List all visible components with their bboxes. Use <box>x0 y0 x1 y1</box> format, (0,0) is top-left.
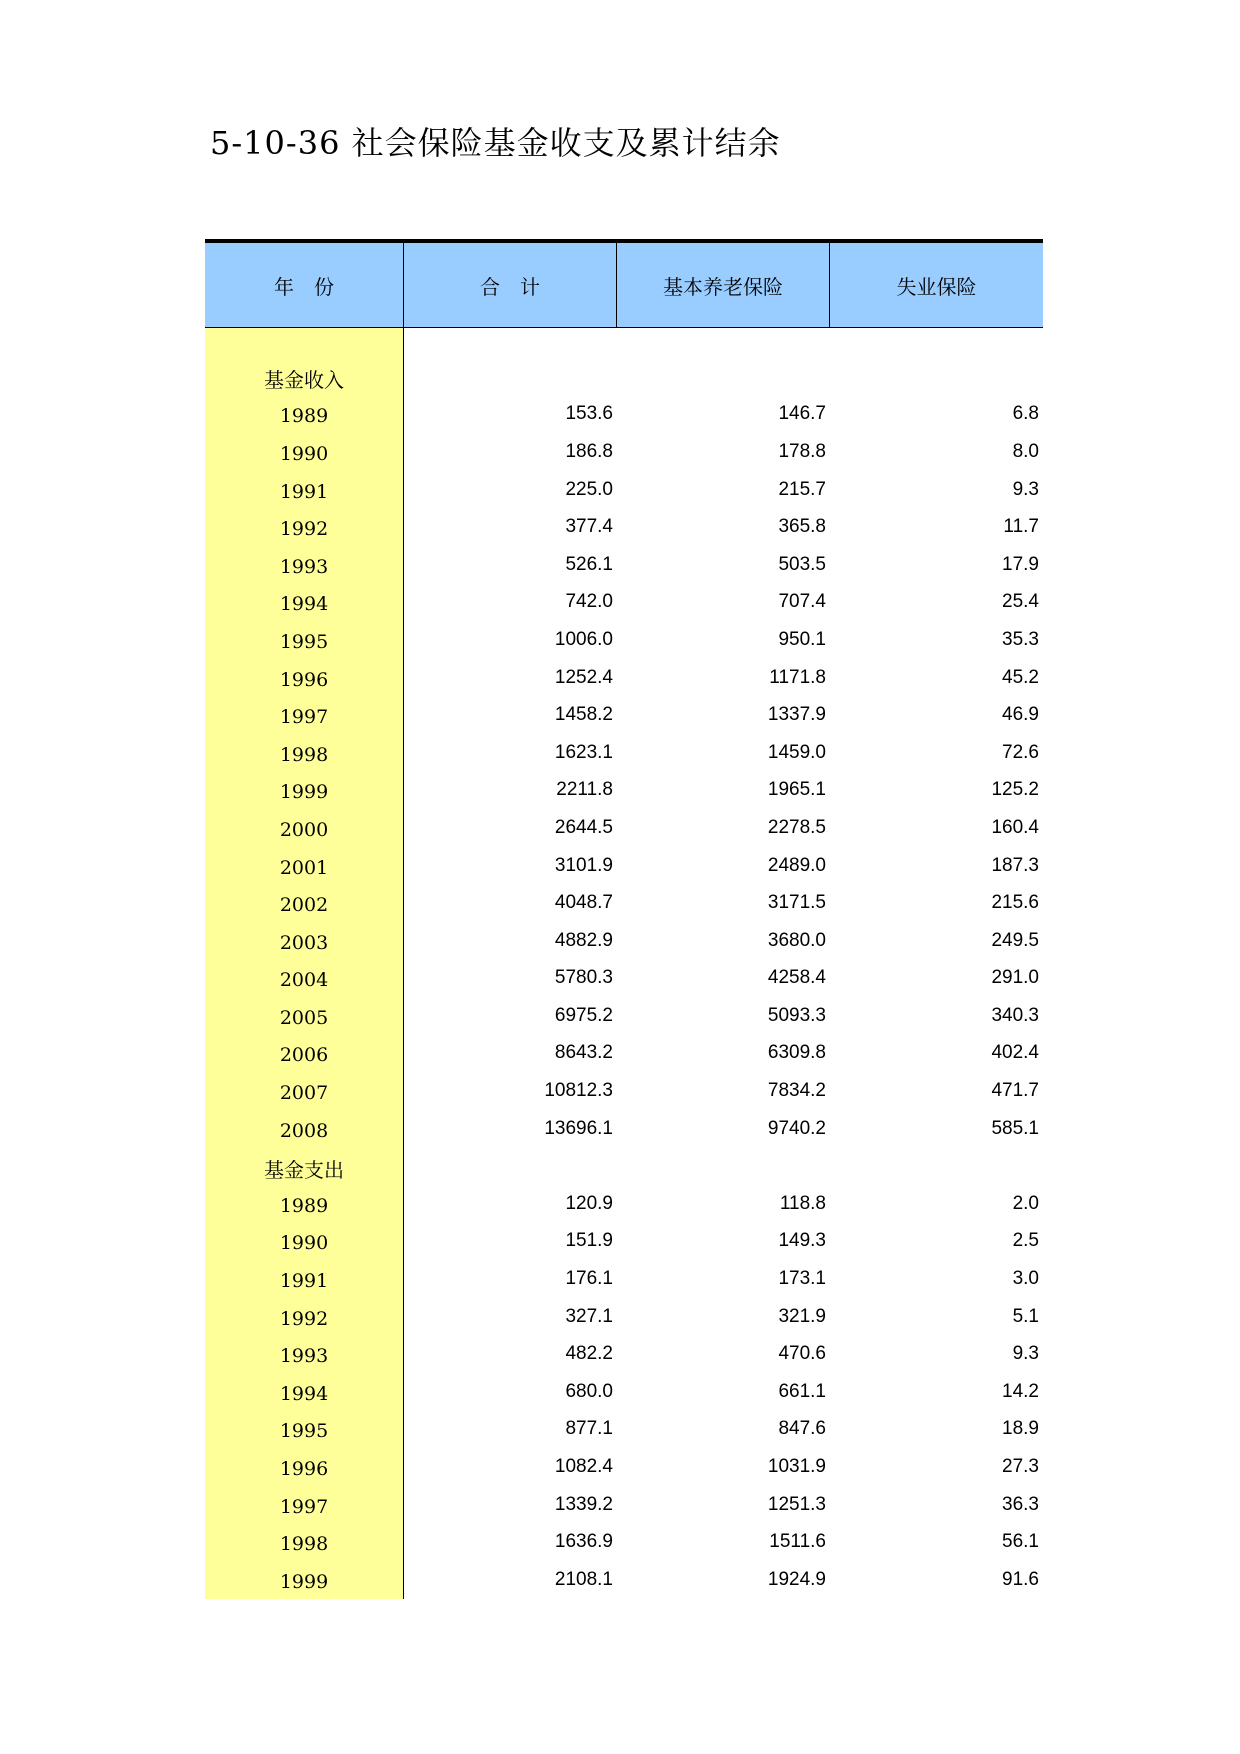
year-cell: 1996 <box>205 1448 404 1486</box>
table-row <box>205 1561 1043 1599</box>
total-cell: 10812.3 <box>544 1080 613 1102</box>
year-cell: 2004 <box>205 960 404 998</box>
pension-cell: 9740.2 <box>767 1117 826 1139</box>
year-cell: 1992 <box>205 1298 404 1336</box>
year-cell: 2007 <box>205 1072 404 1110</box>
total-cell: 1082.4 <box>554 1456 613 1478</box>
total-cell: 186.8 <box>565 440 613 462</box>
total-cell: 2108.1 <box>554 1568 613 1590</box>
unemployment-cell: 91.6 <box>1002 1568 1039 1590</box>
table-row <box>205 1223 1043 1261</box>
total-cell: 153.6 <box>565 403 613 425</box>
pension-cell: 7834.2 <box>767 1080 826 1102</box>
year-column-spacer <box>205 328 404 358</box>
unemployment-cell: 18.9 <box>1002 1418 1039 1440</box>
total-cell: 176.1 <box>565 1268 613 1290</box>
unemployment-cell: 36.3 <box>1002 1493 1039 1515</box>
table-row <box>205 1373 1043 1411</box>
table-row <box>205 621 1043 659</box>
year-cell: 1997 <box>205 696 404 734</box>
total-cell: 8643.2 <box>554 1042 613 1064</box>
pension-cell: 661.1 <box>778 1380 826 1402</box>
table-row <box>205 1486 1043 1524</box>
section-row-income <box>205 358 1043 396</box>
unemployment-cell: 340.3 <box>991 1004 1039 1026</box>
total-cell: 1623.1 <box>554 741 613 763</box>
unemployment-cell: 72.6 <box>1002 741 1039 763</box>
pension-cell: 1459.0 <box>767 741 826 763</box>
pension-cell: 3171.5 <box>767 892 826 914</box>
year-cell: 1993 <box>205 1335 404 1373</box>
pension-cell: 1171.8 <box>769 666 826 688</box>
total-cell: 482.2 <box>565 1343 613 1365</box>
section-label-expense: 基金支出 <box>205 1147 404 1185</box>
year-cell: 2008 <box>205 1110 404 1148</box>
table-row <box>205 1448 1043 1486</box>
total-cell: 1006.0 <box>554 628 613 650</box>
pension-cell: 2489.0 <box>767 854 826 876</box>
total-cell: 151.9 <box>565 1230 613 1252</box>
total-cell: 377.4 <box>565 516 613 538</box>
pension-cell: 173.1 <box>778 1268 826 1290</box>
year-cell: 2005 <box>205 997 404 1035</box>
table-header <box>205 239 1043 328</box>
total-cell: 742.0 <box>565 591 613 613</box>
table-body <box>205 328 1043 1599</box>
year-cell: 1989 <box>205 396 404 434</box>
pension-cell: 3680.0 <box>767 929 826 951</box>
table-row <box>205 1260 1043 1298</box>
year-cell: 2003 <box>205 922 404 960</box>
table-row <box>205 847 1043 885</box>
header-year: 年 份 <box>205 243 404 327</box>
year-cell: 1999 <box>205 1561 404 1599</box>
pension-cell: 503.5 <box>778 553 826 575</box>
table-row <box>205 1035 1043 1073</box>
unemployment-cell: 35.3 <box>1002 628 1039 650</box>
spacer-row <box>205 328 1043 358</box>
year-cell: 1998 <box>205 1523 404 1561</box>
total-cell: 680.0 <box>565 1380 613 1402</box>
pension-cell: 1924.9 <box>767 1568 826 1590</box>
table-row <box>205 584 1043 622</box>
table-row <box>205 960 1043 998</box>
total-cell: 2211.8 <box>556 779 613 801</box>
total-cell: 4048.7 <box>554 892 613 914</box>
unemployment-cell: 11.7 <box>1003 516 1039 538</box>
table-row <box>205 1411 1043 1449</box>
unemployment-cell: 46.9 <box>1002 704 1039 726</box>
total-cell: 1458.2 <box>554 704 613 726</box>
table-row <box>205 922 1043 960</box>
unemployment-cell: 291.0 <box>991 967 1039 989</box>
pension-cell: 5093.3 <box>767 1004 826 1026</box>
total-cell: 3101.9 <box>554 854 613 876</box>
total-cell: 877.1 <box>565 1418 613 1440</box>
pension-cell: 4258.4 <box>767 967 826 989</box>
unemployment-cell: 3.0 <box>1012 1268 1039 1290</box>
total-cell: 526.1 <box>565 553 613 575</box>
year-cell: 2006 <box>205 1035 404 1073</box>
total-cell: 13696.1 <box>544 1117 613 1139</box>
pension-cell: 146.7 <box>778 403 826 425</box>
table-row <box>205 508 1043 546</box>
year-cell: 2001 <box>205 847 404 885</box>
year-cell: 1991 <box>205 1260 404 1298</box>
unemployment-cell: 215.6 <box>991 892 1039 914</box>
total-cell: 2644.5 <box>554 816 613 838</box>
unemployment-cell: 17.9 <box>1002 553 1039 575</box>
pension-cell: 2278.5 <box>767 816 826 838</box>
pension-cell: 847.6 <box>778 1418 826 1440</box>
total-cell: 1339.2 <box>554 1493 613 1515</box>
year-cell: 1996 <box>205 659 404 697</box>
unemployment-cell: 160.4 <box>991 816 1039 838</box>
table-row <box>205 696 1043 734</box>
total-cell: 1636.9 <box>554 1531 613 1553</box>
table-row <box>205 471 1043 509</box>
unemployment-cell: 2.0 <box>1012 1192 1039 1214</box>
year-cell: 1993 <box>205 546 404 584</box>
data-table <box>205 239 1043 1599</box>
pension-cell: 118.8 <box>779 1192 826 1214</box>
pension-cell: 1251.3 <box>767 1493 826 1515</box>
pension-cell: 1031.9 <box>767 1456 826 1478</box>
table-row <box>205 1335 1043 1373</box>
table-row <box>205 1185 1043 1223</box>
year-cell: 1995 <box>205 1411 404 1449</box>
table-row <box>205 1523 1043 1561</box>
table-row <box>205 1298 1043 1336</box>
unemployment-cell: 471.7 <box>991 1080 1039 1102</box>
pension-cell: 950.1 <box>778 628 826 650</box>
unemployment-cell: 27.3 <box>1002 1456 1039 1478</box>
table-row <box>205 659 1043 697</box>
unemployment-cell: 45.2 <box>1002 666 1039 688</box>
table-row <box>205 809 1043 847</box>
unemployment-cell: 5.1 <box>1012 1305 1039 1327</box>
table-row <box>205 734 1043 772</box>
unemployment-cell: 2.5 <box>1012 1230 1039 1252</box>
pension-cell: 321.9 <box>778 1305 826 1327</box>
total-cell: 327.1 <box>565 1305 613 1327</box>
unemployment-cell: 9.3 <box>1012 1343 1039 1365</box>
pension-cell: 707.4 <box>778 591 826 613</box>
year-cell: 1995 <box>205 621 404 659</box>
header-unemployment: 失业保险 <box>896 274 977 299</box>
year-cell: 2002 <box>205 884 404 922</box>
pension-cell: 149.3 <box>778 1230 826 1252</box>
pension-cell: 1965.1 <box>767 779 826 801</box>
table-row <box>205 884 1043 922</box>
unemployment-cell: 8.0 <box>1012 440 1039 462</box>
page-title: 5-10-36 社会保险基金收支及累计结余 <box>210 124 781 162</box>
year-cell: 1990 <box>205 1223 404 1261</box>
year-cell: 1990 <box>205 433 404 471</box>
table-row <box>205 1072 1043 1110</box>
year-cell: 1991 <box>205 471 404 509</box>
year-cell: 1994 <box>205 1373 404 1411</box>
total-cell: 6975.2 <box>554 1004 613 1026</box>
year-cell: 1998 <box>205 734 404 772</box>
unemployment-cell: 56.1 <box>1002 1531 1039 1553</box>
total-cell: 4882.9 <box>554 929 613 951</box>
pension-cell: 365.8 <box>778 516 826 538</box>
unemployment-cell: 25.4 <box>1002 591 1039 613</box>
header-total: 合 计 <box>404 243 617 327</box>
table-row <box>205 1110 1043 1148</box>
unemployment-cell: 402.4 <box>991 1042 1039 1064</box>
pension-cell: 1511.6 <box>769 1531 826 1553</box>
total-cell: 120.9 <box>565 1192 613 1214</box>
year-cell: 1999 <box>205 772 404 810</box>
pension-cell: 215.7 <box>778 478 826 500</box>
unemployment-cell: 249.5 <box>991 929 1039 951</box>
year-cell: 1989 <box>205 1185 404 1223</box>
section-row-expense <box>205 1147 1043 1185</box>
total-cell: 5780.3 <box>554 967 613 989</box>
pension-cell: 1337.9 <box>767 704 826 726</box>
pension-cell: 178.8 <box>778 440 826 462</box>
table-row <box>205 546 1043 584</box>
total-cell: 225.0 <box>565 478 613 500</box>
table-row <box>205 396 1043 434</box>
year-cell: 1997 <box>205 1486 404 1524</box>
table-row <box>205 772 1043 810</box>
table-row <box>205 997 1043 1035</box>
unemployment-cell: 585.1 <box>991 1117 1039 1139</box>
pension-cell: 470.6 <box>778 1343 826 1365</box>
year-cell: 1992 <box>205 508 404 546</box>
year-cell: 2000 <box>205 809 404 847</box>
unemployment-cell: 125.2 <box>991 779 1039 801</box>
section-label-income: 基金收入 <box>205 358 404 396</box>
table-row <box>205 433 1043 471</box>
header-pension: 基本养老保险 <box>617 243 830 327</box>
year-cell: 1994 <box>205 584 404 622</box>
pension-cell: 6309.8 <box>767 1042 826 1064</box>
unemployment-cell: 9.3 <box>1012 478 1039 500</box>
unemployment-cell: 6.8 <box>1012 403 1039 425</box>
unemployment-cell: 187.3 <box>991 854 1039 876</box>
unemployment-cell: 14.2 <box>1002 1380 1039 1402</box>
total-cell: 1252.4 <box>554 666 613 688</box>
